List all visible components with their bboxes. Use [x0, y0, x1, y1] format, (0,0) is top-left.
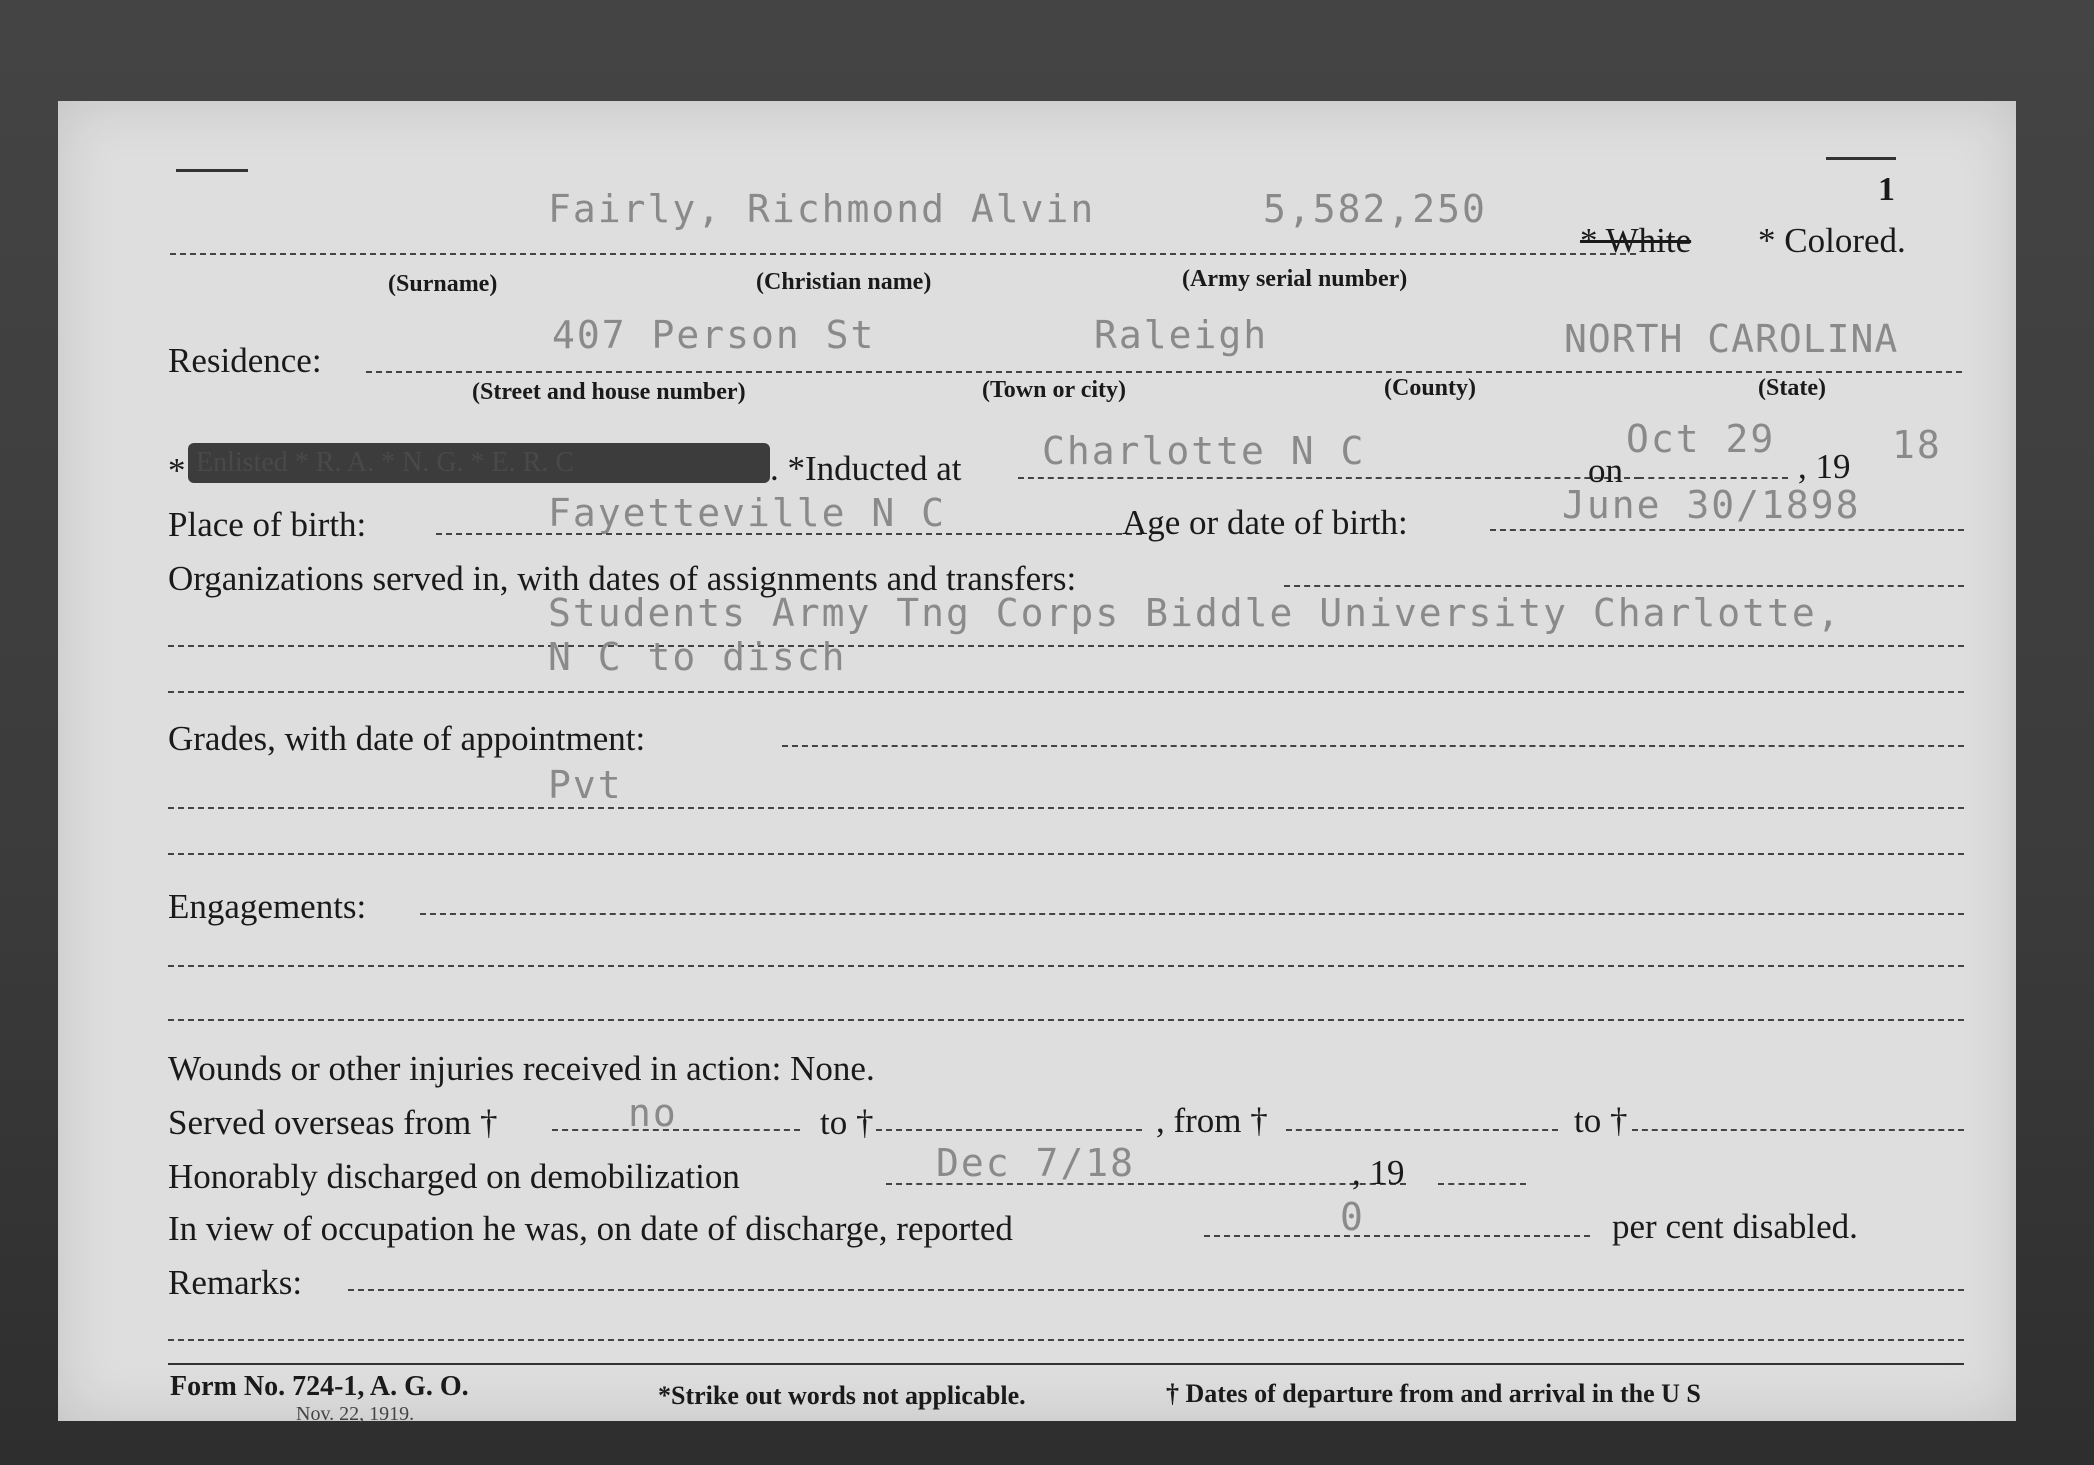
state-typed: NORTH CAROLINA [1564, 317, 1899, 361]
card-number: 1 [1878, 171, 1895, 208]
wounds-label: Wounds or other injuries received in action: None. [168, 1049, 875, 1088]
to-label-2: to † [1574, 1101, 1628, 1140]
occupation-label: In view of occupation he was, on date of discharge, reported [168, 1209, 1013, 1248]
residence-line [366, 371, 1962, 373]
overseas-label: Served overseas from † [168, 1103, 498, 1142]
year-typed: 18 [1892, 423, 1942, 467]
inducted-typed: Charlotte N C [1042, 429, 1366, 473]
corner-rule [176, 169, 248, 172]
dob-line [1490, 529, 1964, 531]
orgs-line-2 [168, 691, 1964, 693]
service-record-card [58, 101, 2016, 1425]
discharged-year-line [1438, 1183, 1526, 1185]
label-state: (State) [1758, 375, 1826, 401]
dob-typed: June 30/1898 [1562, 483, 1861, 527]
disabled-typed: 0 [1340, 1195, 1365, 1239]
race-colored: * Colored. [1758, 221, 1906, 260]
grades-line-2 [168, 853, 1964, 855]
enlisted-struck: Enlisted * R. A. * N. G. * E. R. C [196, 447, 575, 478]
grades-line-1 [168, 807, 1964, 809]
disabled-label: per cent disabled. [1612, 1207, 1858, 1246]
birthplace-typed: Fayetteville N C [548, 491, 947, 535]
form-number: Form No. 724-1, A. G. O. [170, 1371, 469, 1402]
name-typed: Fairly, Richmond Alvin [548, 187, 1096, 231]
orgs-label: Organizations served in, with dates of assignments and transfers: [168, 559, 1077, 598]
footer-rule [168, 1363, 1964, 1365]
from-line [1286, 1129, 1558, 1131]
overseas-typed: no [628, 1091, 678, 1135]
remarks-label: Remarks: [168, 1263, 303, 1302]
label-serial: (Army serial number) [1182, 266, 1408, 292]
date-line [1638, 477, 1788, 479]
engagements-line-0 [420, 913, 1964, 915]
engagements-line-2 [168, 1019, 1964, 1021]
grades-line-0 [782, 745, 1964, 747]
year-prefix: , 19 [1798, 447, 1851, 486]
inducted-line [1018, 477, 1640, 479]
remarks-line-1 [348, 1289, 1964, 1291]
orgs-typed-2: N C to disch [548, 635, 847, 679]
discharged-year: , 19 [1352, 1153, 1405, 1192]
serial-typed: 5,582,250 [1263, 187, 1487, 231]
footnote-strike: *Strike out words not applicable. [658, 1381, 1026, 1410]
from-label: , from † [1156, 1101, 1268, 1140]
discharged-line [886, 1183, 1406, 1185]
label-county: (County) [1384, 375, 1477, 401]
orgs-typed-1: Students Army Tng Corps Biddle University Charlotte, [548, 591, 1842, 635]
street-typed: 407 Person St [552, 313, 876, 357]
date-typed: Oct 29 [1626, 417, 1776, 461]
residence-label: Residence: [168, 341, 322, 380]
discharged-typed: Dec 7/18 [936, 1141, 1136, 1185]
engagements-line-1 [168, 965, 1964, 967]
corner-rule-right [1826, 157, 1896, 160]
discharged-label: Honorably discharged on demobilization [168, 1157, 740, 1196]
label-surname: (Surname) [388, 271, 498, 297]
orgs-line-1 [168, 645, 1964, 647]
occupation-line [1204, 1235, 1590, 1237]
to-label-1: to † [820, 1103, 874, 1142]
birthplace-label: Place of birth: [168, 505, 367, 544]
label-street: (Street and house number) [472, 379, 746, 405]
engagements-label: Engagements: [168, 887, 367, 926]
label-christian: (Christian name) [756, 269, 932, 295]
town-typed: Raleigh [1094, 313, 1269, 357]
form-date: Nov. 22, 1919. [296, 1403, 415, 1425]
enlisted-asterisk: * [168, 451, 186, 490]
name-line [170, 253, 1636, 255]
label-town: (Town or city) [982, 377, 1126, 403]
birthplace-line [436, 533, 1142, 535]
inducted-label: . *Inducted at [770, 449, 962, 488]
grades-typed: Pvt [548, 763, 623, 807]
orgs-line-0 [1284, 585, 1964, 587]
to-line-2 [1632, 1129, 1964, 1131]
on-label: on [1588, 451, 1623, 490]
grades-label: Grades, with date of appointment: [168, 719, 646, 758]
remarks-line-2 [168, 1339, 1964, 1341]
dob-label: Age or date of birth: [1122, 503, 1408, 542]
race-white: * White [1580, 221, 1692, 260]
footnote-dates: † Dates of departure from and arrival in the U S [1166, 1379, 1701, 1408]
to-line-1 [876, 1129, 1142, 1131]
